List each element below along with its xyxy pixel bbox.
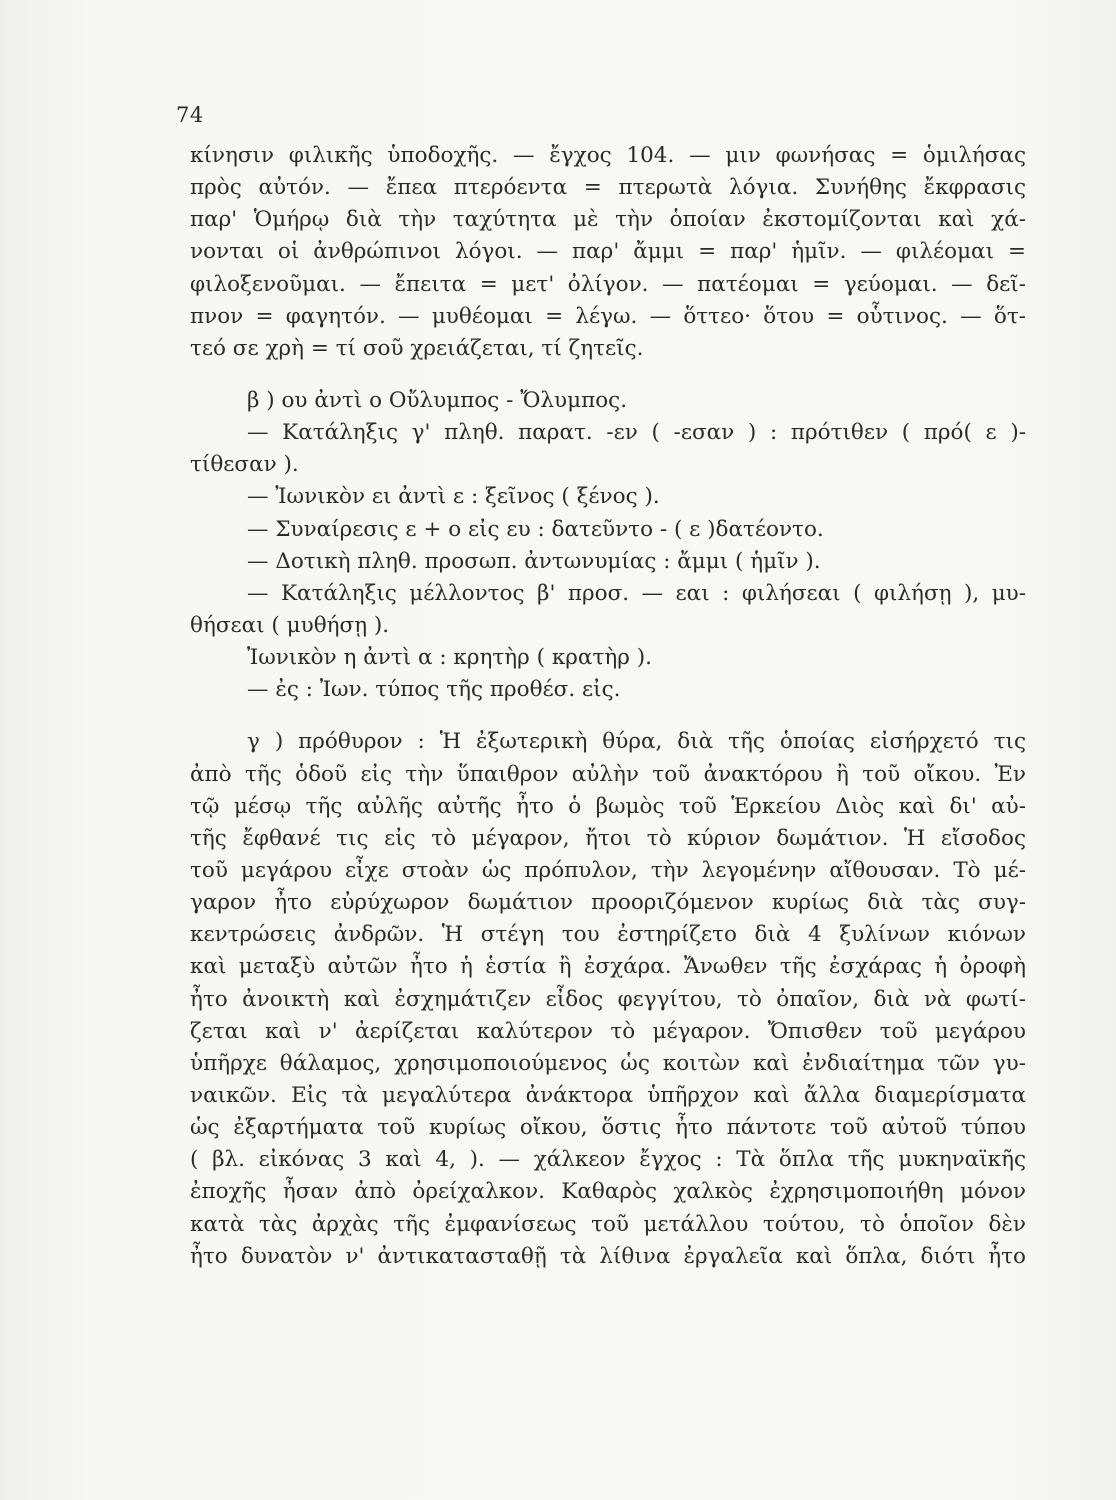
text-line: φιλοξενοῦμαι. — ἔπειτα = μετ' ὀλίγον. — πατέομαι = γεύομαι. — δεῖ- — [190, 271, 1026, 297]
body-text — [190, 140, 1026, 1273]
text-line: ὡς ἐξαρτήματα τοῦ κυρίως οἴκου, ὅστις ἦτο πάντοτε τοῦ αὐτοῦ τύπου — [190, 1115, 1026, 1141]
text-line: πρὸς αὐτόν. — ἔπεα πτερόεντα = πτερωτὰ λόγια. Συνήθης ἔκφρασις — [190, 175, 1026, 201]
text-line: γαρον ἦτο εὐρύχωρον δωμάτιον προοριζόμενον κυρίως διὰ τὰς συγ- — [190, 890, 1026, 916]
text-line: ὑπῆρχε θάλαμος, χρησιμοποιούμενος ὡς κοιτὼν καὶ ἐνδιαίτημα τῶν γυ- — [190, 1050, 1026, 1076]
text-line: παρ' Ὁμήρῳ διὰ τὴν ταχύτητα μὲ τὴν ὁποίαν ἐκστομίζονται καὶ χά- — [190, 207, 1026, 233]
text-line: ἦτο ἀνοικτὴ καὶ ἐσχημάτιζεν εἶδος φεγγίτου, τὸ ὀπαῖον, διὰ νὰ φωτί- — [190, 986, 1026, 1012]
text-line: τίθεσαν ). — [190, 452, 299, 478]
text-line: — Κατάληξις μέλλοντος β' προσ. — εαι : φιλήσεαι ( φιλήσῃ ), μυ- — [247, 580, 1026, 606]
text-line: ζεται καὶ ν' ἀερίζεται καλύτερον τὸ μέγαρον. Ὄπισθεν τοῦ μεγάρου — [190, 1018, 1026, 1044]
text-line: Ἰωνικὸν η ἀντὶ α : κρητὴρ ( κρατὴρ ). — [247, 645, 652, 671]
page-number: 74 — [176, 103, 204, 127]
text-line: — Δοτικὴ πληθ. προσωπ. ἀντωνυμίας : ἄμμι ( ἡμῖν ). — [247, 548, 821, 574]
text-line: ἦτο δυνατὸν ν' ἀντικατασταθῇ τὰ λίθινα ἐργαλεῖα καὶ ὅπλα, διότι ἦτο — [190, 1243, 1026, 1269]
text-line: ναικῶν. Εἰς τὰ μεγαλύτερα ἀνάκτορα ὑπῆρχον καὶ ἄλλα διαμερίσματα — [190, 1082, 1026, 1108]
text-line: κεντρώσεις ἀνδρῶν. Ἡ στέγη του ἐστηρίζετο διὰ 4 ξυλίνων κιόνων — [190, 922, 1026, 948]
text-line: καὶ μεταξὺ αὐτῶν ἦτο ἡ ἑστία ἢ ἐσχάρα. Ἄνωθεν τῆς ἐσχάρας ἡ ὀροφὴ — [190, 954, 1026, 980]
text-line: τεό σε χρὴ = τί σοῦ χρειάζεται, τί ζητεῖς. — [190, 335, 644, 361]
text-line: — Ἰωνικὸν ει ἀντὶ ε : ξεῖνος ( ξένος ). — [247, 484, 660, 510]
text-line: β ) ου ἀντὶ ο Οὔλυμπος - Ὄλυμπος. — [247, 387, 628, 413]
text-line: — Συναίρεσις ε + ο εἰς ευ : δατεῦντο - ( ε )δατέοντο. — [247, 516, 824, 542]
text-line: ( βλ. εἰκόνας 3 καὶ 4, ). — χάλκεον ἔγχος : Τὰ ὅπλα τῆς μυκηναϊκῆς — [190, 1147, 1026, 1173]
text-line: τοῦ μεγάρου εἶχε στοὰν ὡς πρόπυλον, τὴν λεγομένην αἴθουσαν. Τὸ μέ- — [190, 857, 1026, 883]
text-line: τῆς ἔφθανέ τις εἰς τὸ μέγαρον, ἤτοι τὸ κύριον δωμάτιον. Ἡ εἴσοδος — [190, 825, 1026, 851]
text-line: ἐποχῆς ἦσαν ἀπὸ ὀρείχαλκον. Καθαρὸς χαλκὸς ἐχρησιμοποιήθη μόνον — [190, 1179, 1026, 1205]
paragraph-gap — [190, 706, 1026, 726]
text-line: κατὰ τὰς ἀρχὰς τῆς ἐμφανίσεως τοῦ μετάλλου τούτου, τὸ ὁποῖον δὲν — [190, 1211, 1026, 1237]
text-line: νονται οἱ ἀνθρώπινοι λόγοι. — παρ' ἄμμι = παρ' ἡμῖν. — φιλέομαι = — [190, 239, 1026, 265]
text-line: — Κατάληξις γ' πληθ. παρατ. -εν ( -εσαν ) : πρότιθεν ( πρό( ε )- — [247, 420, 1026, 446]
text-line: πνον = φαγητόν. — μυθέομαι = λέγω. — ὅττεο· ὅτου = οὗτινος. — ὅτ- — [190, 303, 1026, 329]
text-line: ἀπὸ τῆς ὁδοῦ εἰς τὴν ὕπαιθρον αὐλὴν τοῦ ἀνακτόρου ἢ τοῦ οἴκου. Ἐν — [190, 761, 1026, 787]
text-line: τῷ μέσῳ τῆς αὐλῆς αὐτῆς ἦτο ὁ βωμὸς τοῦ Ἑρκείου Διὸς καὶ δι' αὐ- — [190, 793, 1026, 819]
paragraph-gap — [190, 365, 1026, 385]
text-line: κίνησιν φιλικῆς ὑποδοχῆς. — ἔγχος 104. — μιν φωνήσας = ὁμιλήσας — [190, 143, 1026, 168]
text-line: — ἐς : Ἰων. τύπος τῆς προθέσ. εἰς. — [247, 677, 621, 703]
text-line: θήσεαι ( μυθήσῃ ). — [190, 612, 390, 638]
text-line: γ ) πρόθυρον : Ἡ ἐξωτερικὴ θύρα, διὰ τῆς ὁποίας εἰσήρχετό τις — [247, 729, 1026, 755]
